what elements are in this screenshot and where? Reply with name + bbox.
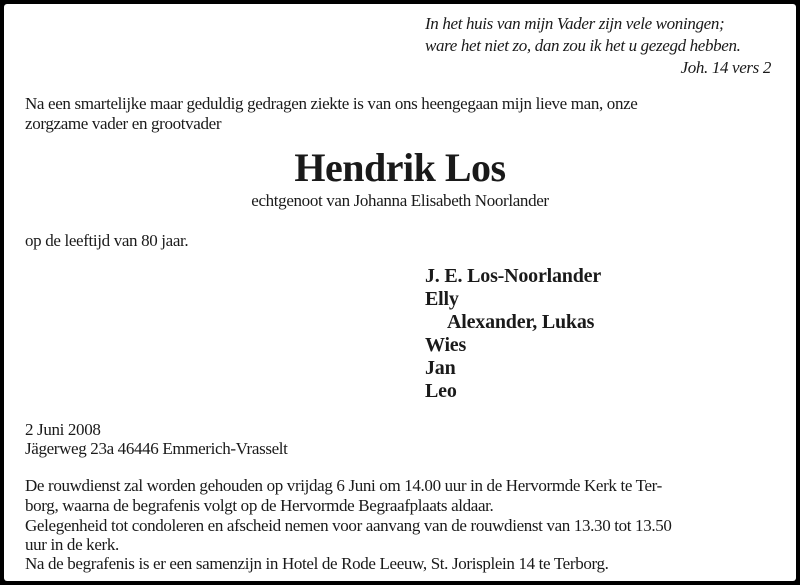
intro-line: Na een smartelijke maar geduldig gedragen ziekte is van ons heengegaan mijn lieve man, onze: [25, 94, 638, 113]
quote-reference: Joh. 14 vers 2: [680, 58, 771, 77]
family-member: Leo: [425, 380, 457, 402]
family-member: Alexander, Lukas: [447, 311, 595, 333]
quote-line: In het huis van mijn Vader zijn vele woningen;: [425, 14, 725, 33]
spouse-line: echtgenoot van Johanna Elisabeth Noorlander: [251, 191, 549, 210]
details-line: Na de begrafenis is er een samenzijn in Hotel de Rode Leeuw, St. Jorisplein 14 te Terborg.: [25, 554, 609, 573]
intro-line: zorgzame vader en grootvader: [25, 114, 222, 133]
obituary-notice: [4, 4, 796, 581]
age-line: op de leeftijd van 80 jaar.: [25, 231, 189, 250]
details-line: uur in de kerk.: [25, 535, 119, 554]
details-line: Gelegenheid tot condoleren en afscheid nemen voor aanvang van de rouwdienst van 13.30 tot 13.50: [25, 516, 672, 535]
family-member: Elly: [425, 288, 459, 310]
details-line: borg, waarna de begrafenis volgt op de Hervormde Begraafplaats aldaar.: [25, 496, 494, 515]
details-line: De rouwdienst zal worden gehouden op vrijdag 6 Juni om 14.00 uur in de Hervormde Kerk te Ter-: [25, 476, 662, 495]
family-member: J. E. Los-Noorlander: [425, 265, 602, 287]
address: Jägerweg 23a 46446 Emmerich-Vrasselt: [25, 439, 288, 458]
quote-line: ware het niet zo, dan zou ik het u gezegd hebben.: [425, 36, 741, 55]
family-member: Wies: [425, 334, 467, 356]
family-member: Jan: [425, 357, 456, 379]
deceased-name: Hendrik Los: [294, 145, 506, 190]
date: 2 Juni 2008: [25, 420, 101, 439]
